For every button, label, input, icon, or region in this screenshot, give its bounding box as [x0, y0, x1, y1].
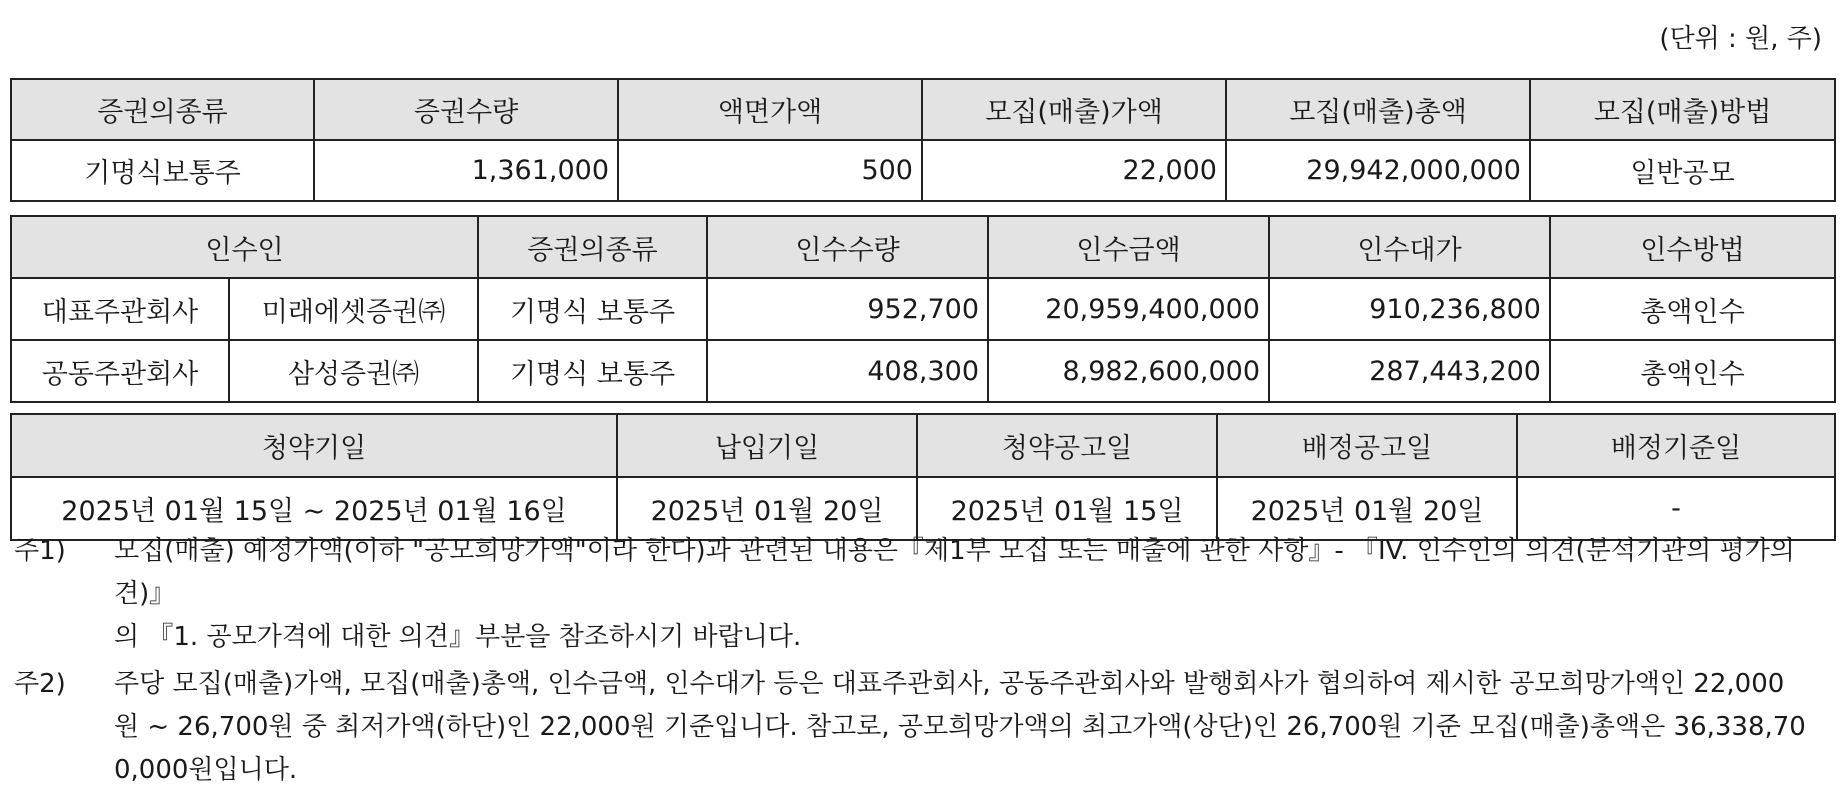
table-header-row — [11, 79, 1835, 140]
cell-security-type: 기명식 보통주 — [478, 340, 707, 402]
header-underwriting-amount: 인수금액 — [988, 216, 1269, 278]
cell-underwriting-amount: 20,959,400,000 — [988, 278, 1269, 340]
cell-par-value: 500 — [618, 140, 922, 201]
cell-offering-total: 29,942,000,000 — [1226, 140, 1530, 201]
footnote-line: 원 ~ 26,700원 중 최저가액(하단)인 22,000원 기준입니다. 참고로, 공모희망가액의 최고가액(상단)인 26,700원 기준 모집(매출)총액은 36,338,70 — [114, 712, 1806, 742]
cell-underwriter-name: 미래에셋증권㈜ — [229, 278, 478, 340]
cell-offering-method: 일반공모 — [1530, 140, 1835, 201]
cell-underwriting-quantity: 408,300 — [707, 340, 988, 402]
table-row — [11, 278, 1835, 340]
header-underwriting-quantity: 인수수량 — [707, 216, 988, 278]
header-par-value: 액면가액 — [618, 79, 922, 140]
cell-subscription-notice-date: 2025년 01월 15일 — [917, 477, 1217, 540]
header-subscription-date: 청약기일 — [11, 414, 617, 477]
header-payment-date: 납입기일 — [617, 414, 917, 477]
cell-security-type: 기명식보통주 — [11, 140, 314, 201]
cell-underwriting-fee: 287,443,200 — [1269, 340, 1550, 402]
cell-underwriter-role: 공동주관회사 — [11, 340, 229, 402]
cell-underwriting-method: 총액인수 — [1550, 278, 1835, 340]
cell-underwriting-amount: 8,982,600,000 — [988, 340, 1269, 402]
table-row — [11, 340, 1835, 402]
header-underwriter: 인수인 — [11, 216, 478, 278]
header-subscription-notice-date: 청약공고일 — [917, 414, 1217, 477]
header-security-type: 증권의종류 — [11, 79, 314, 140]
header-offering-price: 모집(매출)가액 — [922, 79, 1226, 140]
schedule-table — [10, 413, 1836, 541]
footnote-line: 의 『1. 공모가격에 대한 의견』부분을 참조하시기 바랍니다. — [114, 622, 802, 652]
header-offering-total: 모집(매출)총액 — [1226, 79, 1530, 140]
cell-payment-date: 2025년 01월 20일 — [617, 477, 917, 540]
offering-table — [10, 78, 1836, 202]
table-row — [11, 140, 1835, 201]
header-security-quantity: 증권수량 — [314, 79, 618, 140]
header-allocation-notice-date: 배정공고일 — [1217, 414, 1517, 477]
cell-underwriting-fee: 910,236,800 — [1269, 278, 1550, 340]
cell-security-quantity: 1,361,000 — [314, 140, 618, 201]
unit-label: (단위 : 원, 주) — [1659, 24, 1822, 54]
cell-underwriting-quantity: 952,700 — [707, 278, 988, 340]
cell-underwriter-name: 삼성증권㈜ — [229, 340, 478, 402]
footnote-text — [114, 663, 1834, 792]
header-underwriting-method: 인수방법 — [1550, 216, 1835, 278]
cell-offering-price: 22,000 — [922, 140, 1226, 201]
footnote-line: 0,000원입니다. — [114, 755, 298, 785]
header-security-type: 증권의종류 — [478, 216, 707, 278]
cell-underwriting-method: 총액인수 — [1550, 340, 1835, 402]
header-allocation-base-date: 배정기준일 — [1517, 414, 1835, 477]
header-offering-method: 모집(매출)방법 — [1530, 79, 1835, 140]
footnote-label: 주1) — [14, 536, 66, 566]
header-underwriting-fee: 인수대가 — [1269, 216, 1550, 278]
cell-subscription-date: 2025년 01월 15일 ~ 2025년 01월 16일 — [11, 477, 617, 540]
cell-allocation-base-date: - — [1517, 477, 1835, 540]
underwriter-table — [10, 215, 1836, 403]
cell-security-type: 기명식 보통주 — [478, 278, 707, 340]
footnote-line: 모집(매출) 예정가액(이하 "공모희망가액"이라 한다)과 관련된 내용은『제1부 모집 또는 매출에 관한 사항』- 『IV. 인수인의 의견(분석기관의 평가의견)』 — [114, 536, 1795, 609]
cell-underwriter-role: 대표주관회사 — [11, 278, 229, 340]
table-header-row — [11, 414, 1835, 477]
footnote-label: 주2) — [14, 669, 66, 699]
footnote-line: 주당 모집(매출)가액, 모집(매출)총액, 인수금액, 인수대가 등은 대표주관회사, 공동주관회사와 발행회사가 협의하여 제시한 공모희망가액인 22,000 — [114, 669, 1785, 699]
footnote-text — [114, 530, 1834, 659]
cell-allocation-notice-date: 2025년 01월 20일 — [1217, 477, 1517, 540]
table-header-row — [11, 216, 1835, 278]
